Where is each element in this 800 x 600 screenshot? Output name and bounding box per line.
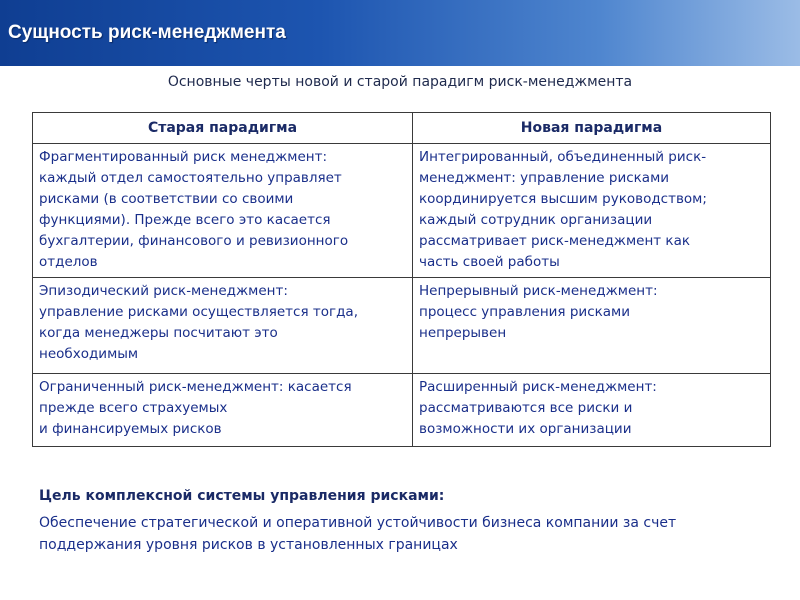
old-paradigm-cell: [33, 144, 413, 278]
old-paradigm-cell: [33, 278, 413, 374]
page-title: Сущность риск-менеджмента: [8, 22, 286, 43]
new-paradigm-cell: [413, 374, 771, 447]
goal-text: Обеспечение стратегической и оперативной устойчивости бизнеса компании за счет поддержания уровня рисков в установленных границах: [39, 515, 677, 553]
table-row: [33, 278, 771, 374]
header-new-paradigm: Новая парадигма: [413, 113, 771, 144]
new-paradigm-cell: [413, 278, 771, 374]
cell-text: Фрагментированный риск менеджмент: каждый отдел самостоятельно управляет рисками (в соответствии со своими функциями). Прежде всего это касается бухгалтерии, финансового и ревизионного отделов: [39, 149, 349, 270]
cell-text: Непрерывный риск-менеджмент: процесс управления рисками непрерывен: [419, 283, 658, 341]
goal-heading: Цель комплексной системы управления рисками:: [39, 488, 445, 504]
old-paradigm-cell: [33, 374, 413, 447]
new-paradigm-cell: [413, 144, 771, 278]
cell-text: Расширенный риск-менеджмент: рассматриваются все риски и возможности их организации: [419, 379, 657, 437]
paradigm-table: [32, 112, 771, 447]
table-caption: Основные черты новой и старой парадигм риск-менеджмента: [167, 74, 633, 90]
cell-text: Интегрированный, объединенный риск- менеджмент: управление рисками координируется высшим руководством; каждый сотрудник организации рассматривает риск-менеджмент как часть своей работы: [419, 149, 707, 270]
table-row: [33, 374, 771, 447]
table-row: [33, 144, 771, 278]
cell-text: Ограниченный риск-менеджмент: касается прежде всего страхуемых и финансируемых рисков: [39, 379, 352, 437]
cell-text: Эпизодический риск-менеджмент: управление рисками осуществляется тогда, когда менеджеры посчитают это необходимым: [39, 283, 358, 362]
header-bar: [0, 0, 800, 66]
table-header-row: [33, 113, 771, 144]
header-old-paradigm: Старая парадигма: [33, 113, 413, 144]
